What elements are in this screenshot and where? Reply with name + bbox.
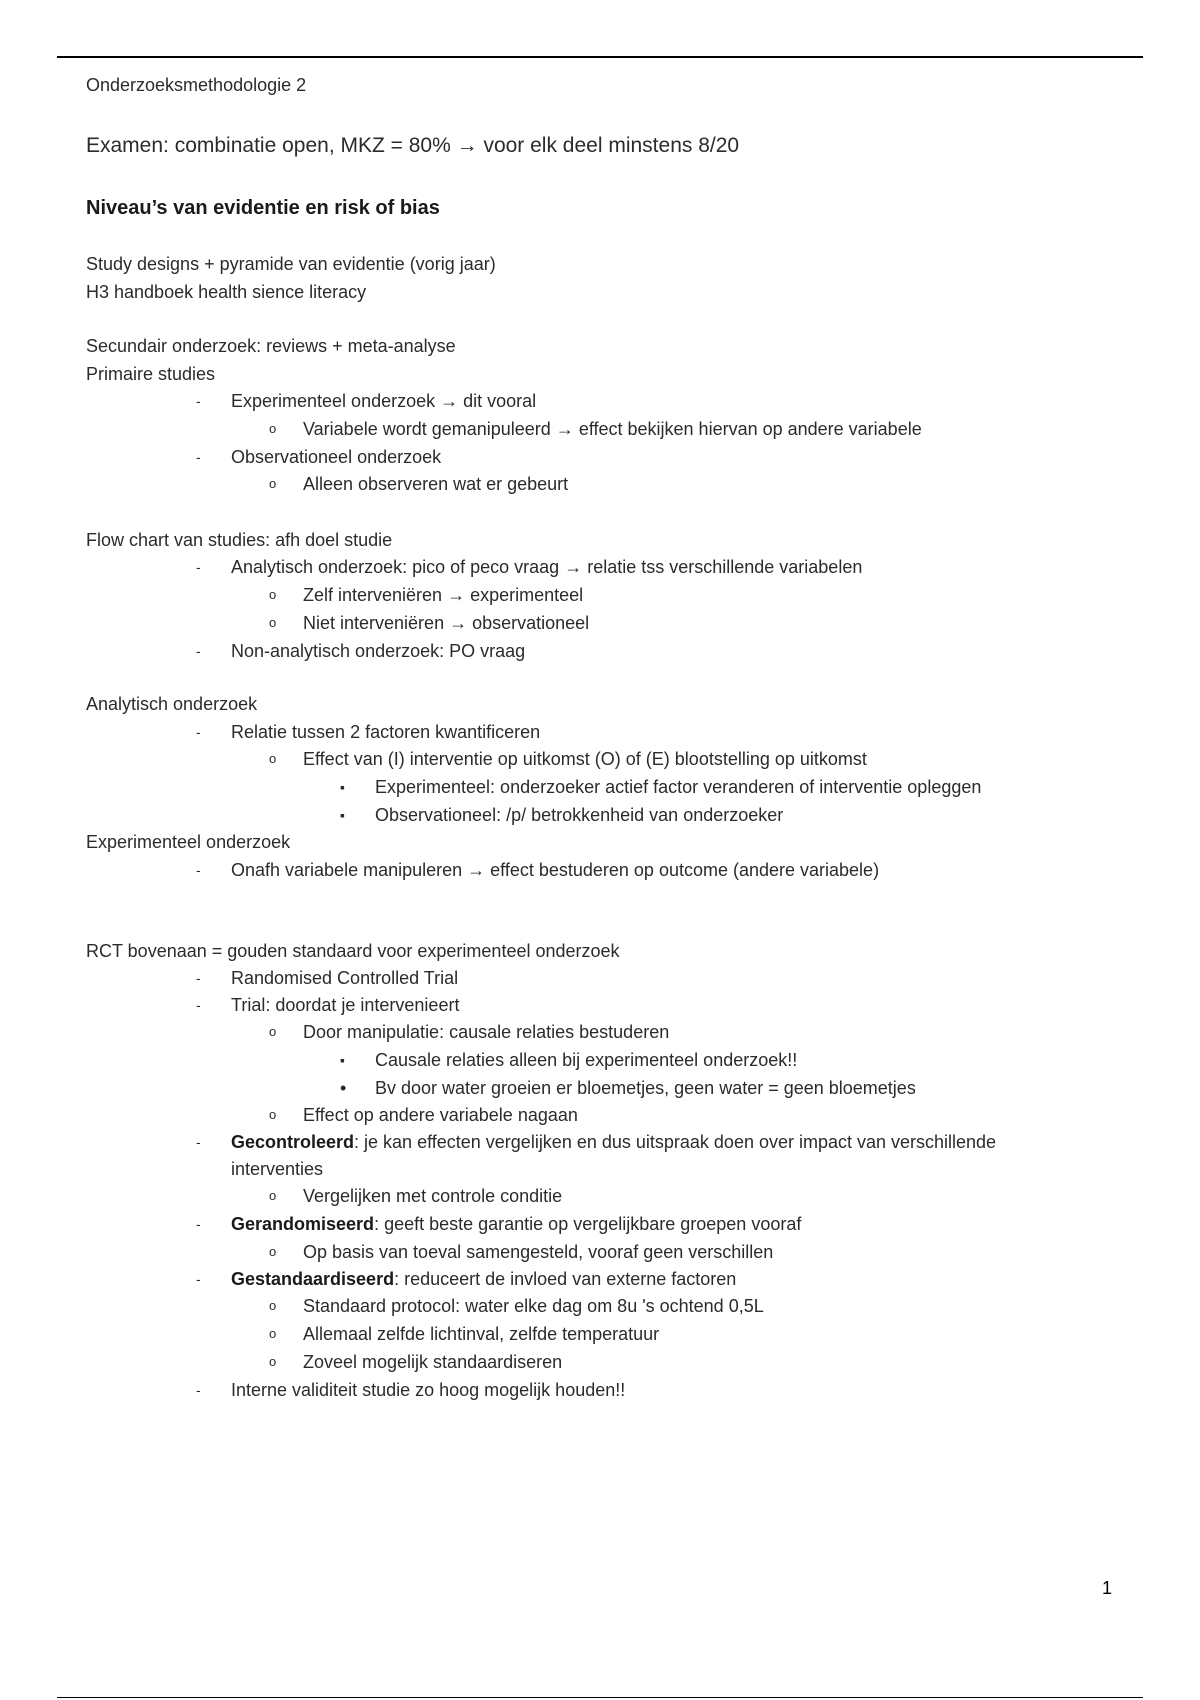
document-header: Onderzoeksmethodologie 2 (86, 75, 307, 95)
circle-bullet: o (269, 1244, 277, 1259)
dash-bullet: - (196, 1134, 201, 1150)
secondary-research-line: Secundair onderzoek: reviews + meta-analyse (86, 336, 456, 356)
circle-bullet: o (269, 1188, 277, 1203)
dash-bullet: - (196, 862, 201, 878)
experimental-research-title: Experimenteel onderzoek (86, 832, 291, 852)
circle-bullet: o (269, 615, 277, 630)
intro-line: Study designs + pyramide van evidentie (vorig jaar) (86, 254, 496, 274)
dash-bullet: - (196, 970, 201, 986)
square-bullet: ▪ (340, 807, 345, 823)
dot-bullet: • (340, 1078, 347, 1098)
circle-bullet: o (269, 751, 277, 766)
dash-bullet: - (196, 559, 201, 575)
square-bullet: ▪ (340, 779, 345, 795)
square-bullet: ▪ (340, 1052, 345, 1068)
dash-bullet: - (196, 393, 201, 409)
circle-bullet: o (269, 476, 277, 491)
circle-bullet: o (269, 1024, 277, 1039)
circle-bullet: o (269, 1326, 277, 1341)
primary-studies-line: Primaire studies (86, 364, 216, 384)
flow-chart-title: Flow chart van studies: afh doel studie (86, 530, 393, 550)
dash-bullet: - (196, 1382, 201, 1398)
dash-bullet: - (196, 449, 201, 465)
exam-info: Examen: combinatie open, MKZ = 80% → voor elk deel minstens 8/20 (86, 134, 740, 157)
circle-bullet: o (269, 587, 277, 602)
page-number: 1 (1102, 1578, 1113, 1598)
circle-bullet: o (269, 1354, 277, 1369)
top-rule (57, 56, 1143, 58)
rct-title: RCT bovenaan = gouden standaard voor experimenteel onderzoek (86, 941, 620, 961)
circle-bullet: o (269, 1298, 277, 1313)
dash-bullet: - (196, 997, 201, 1013)
circle-bullet: o (269, 1107, 277, 1122)
analytic-research-title: Analytisch onderzoek (86, 694, 258, 714)
dash-bullet: - (196, 724, 201, 740)
circle-bullet: o (269, 421, 277, 436)
dash-bullet: - (196, 643, 201, 659)
dash-bullet: - (196, 1216, 201, 1232)
dash-bullet: - (196, 1271, 201, 1287)
section-heading: Niveau’s van evidentie en risk of bias (86, 197, 440, 219)
bottom-rule (57, 1697, 1143, 1698)
intro-line: H3 handboek health sience literacy (86, 282, 367, 302)
